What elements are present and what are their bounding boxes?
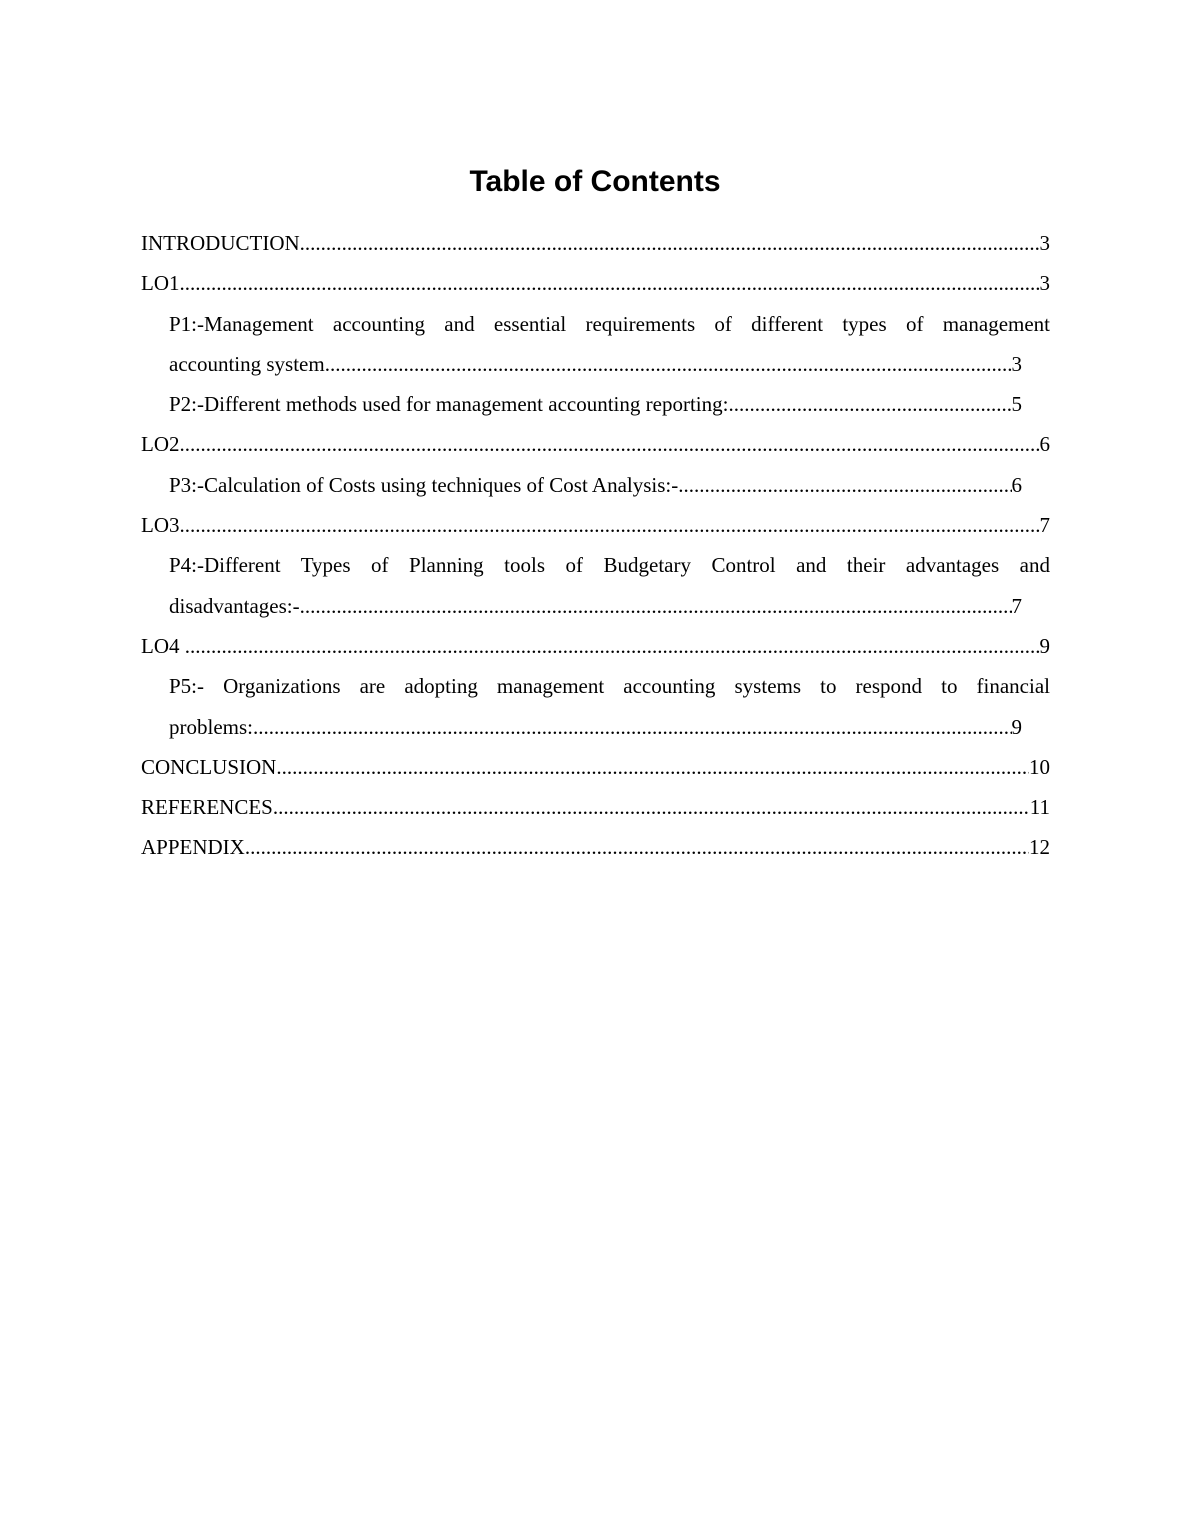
toc-entry-label-continued: accounting system [169,351,325,376]
toc-leader-dots [300,586,1012,626]
toc-page-number: 6 [1011,472,1022,497]
toc-page-number: 7 [1039,513,1050,538]
toc-leader-dots [678,465,1011,505]
table-of-contents [141,223,1050,868]
toc-leader-dots [325,344,1012,384]
toc-page-number: 7 [1011,593,1022,618]
toc-entry-label: REFERENCES [141,795,273,820]
toc-entry-label: P5:- Organizations are adopting management accounting systems to respond to financial [169,674,1050,699]
toc-leader-dots [300,223,1040,263]
toc-entry-lo1[interactable] [141,263,1050,303]
toc-page-number: 3 [1011,351,1022,376]
toc-leader-dots [180,424,1040,464]
toc-page-number: 10 [1029,754,1050,779]
toc-entry-label: LO4 [141,633,185,658]
toc-page-number: 11 [1029,795,1050,820]
toc-page-number: 9 [1039,633,1050,658]
toc-entry-conclusion[interactable] [141,747,1050,787]
toc-entry-label: P2:-Different methods used for management accounting reporting: [169,392,729,417]
toc-leader-dots [273,787,1030,827]
toc-leader-dots [245,827,1029,867]
toc-entry-p4[interactable] [169,545,1050,626]
toc-page-number: 6 [1039,432,1050,457]
page-title: Table of Contents [469,165,721,198]
toc-page-number: 9 [1011,714,1022,739]
toc-entry-label: LO1 [141,271,180,296]
toc-entry-introduction[interactable] [141,223,1050,263]
toc-entry-appendix[interactable] [141,827,1050,867]
toc-entry-label: INTRODUCTION [141,231,300,255]
toc-entry-label: LO3 [141,513,180,538]
toc-entry-p2[interactable] [169,384,1022,424]
toc-page-number: 3 [1039,231,1050,255]
toc-entry-lo2[interactable] [141,424,1050,464]
toc-page-number: 5 [1011,392,1022,417]
toc-entry-lo4[interactable] [141,626,1050,666]
toc-entry-label: APPENDIX [141,835,245,860]
toc-page-number: 3 [1039,271,1050,296]
toc-entry-label: P4:-Different Types of Planning tools of Budgetary Control and their advantages and [169,553,1050,578]
toc-entry-label: P3:-Calculation of Costs using techniques of Cost Analysis:- [169,472,679,497]
toc-entry-label: CONCLUSION [141,754,277,779]
toc-entry-p5[interactable] [169,666,1050,747]
toc-leader-dots [276,747,1029,787]
toc-leader-dots [253,707,1012,747]
toc-entry-p1[interactable] [169,304,1050,385]
toc-leader-dots [728,384,1011,424]
toc-leader-dots [185,626,1040,666]
toc-entry-p3[interactable] [169,465,1022,505]
toc-entry-label-continued: disadvantages:- [169,593,300,618]
toc-page-number: 12 [1029,835,1050,860]
toc-leader-dots [180,263,1040,303]
toc-entry-lo3[interactable] [141,505,1050,545]
toc-entry-label: P1:-Management accounting and essential requirements of different types of management [169,311,1050,336]
toc-leader-dots [180,505,1040,545]
toc-entry-references[interactable] [141,787,1050,827]
toc-entry-label: LO2 [141,432,180,457]
toc-entry-label-continued: problems: [169,714,253,739]
